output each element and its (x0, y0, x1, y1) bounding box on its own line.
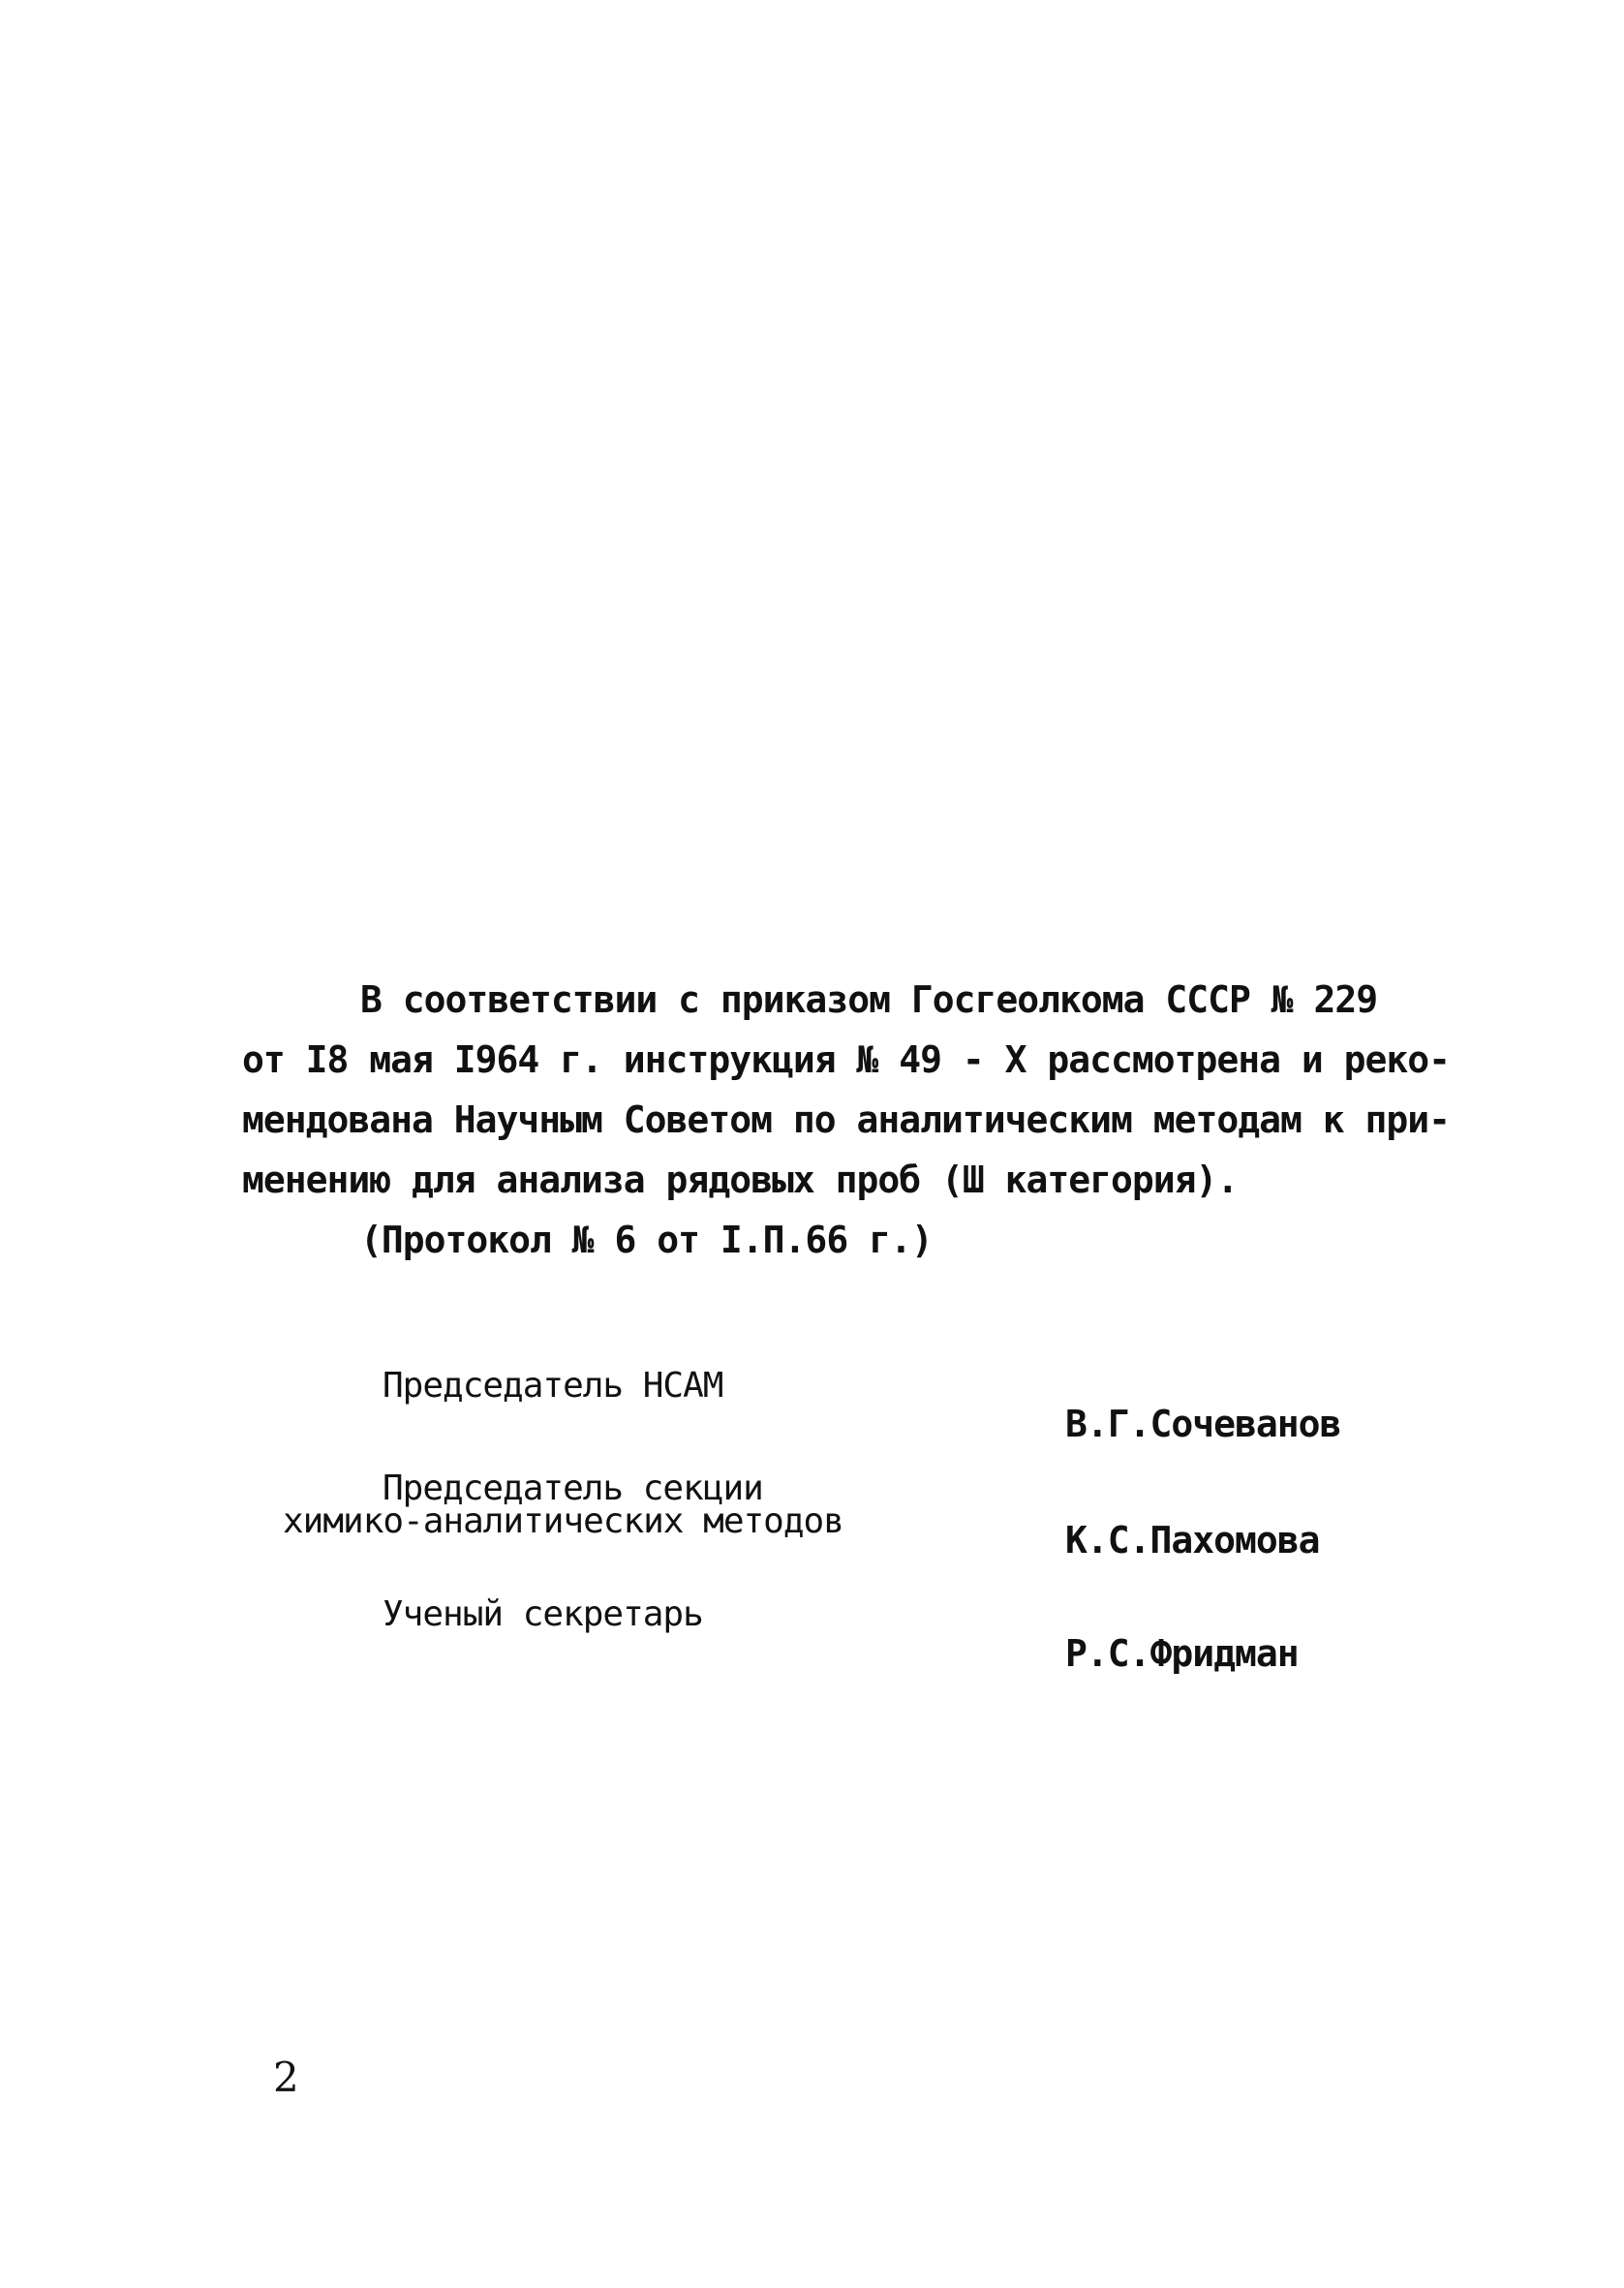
protocol-line: (Протокол № 6 от I.П.66 г.) (360, 1219, 933, 1261)
signature-title: Председатель секции (383, 1469, 763, 1508)
page-number: 2 (273, 2054, 299, 2101)
signature-name: В.Г.Сочеванов (1065, 1403, 1341, 1445)
signature-name: К.С.Пахомова (1065, 1519, 1320, 1561)
paragraph-line: мендована Научным Советом по аналитическим методам к при- (242, 1098, 1451, 1141)
signature-title: химико-аналитических методов (283, 1501, 843, 1541)
signature-name: Р.С.Фридман (1065, 1632, 1299, 1675)
paragraph-line: В соответствии с приказом Госгеолкома СССР № 229 (360, 978, 1378, 1021)
paragraph-line: менению для анализа рядовых проб (Ш категория). (242, 1159, 1239, 1201)
paragraph-line: от I8 мая I964 г. инструкция № 49 - Х рассмотрена и реко- (242, 1038, 1451, 1081)
signature-title: Председатель НСАМ (383, 1366, 723, 1406)
signature-title: Ученый секретарь (383, 1594, 703, 1634)
